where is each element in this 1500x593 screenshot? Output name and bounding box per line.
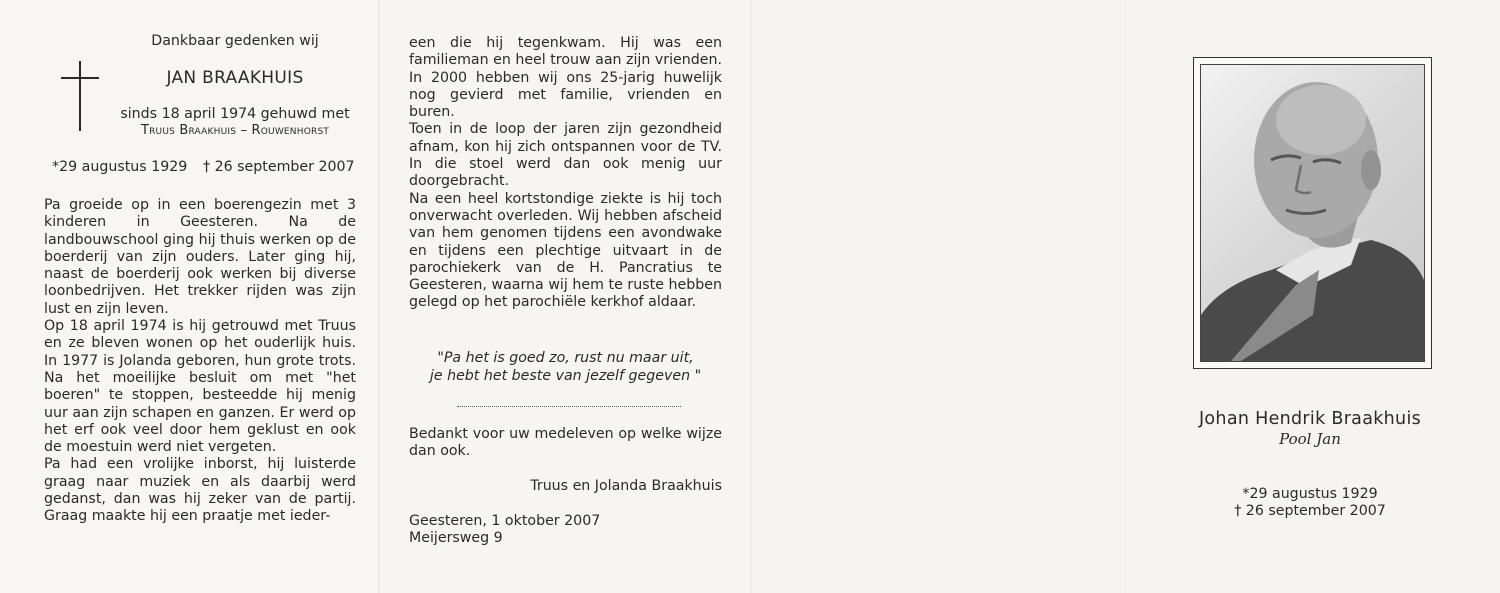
bio-paragraph: Pa groeide op in een boerengezin met 3 kinderen in Geesteren. Na de landbouwschool ging hij thuis werken op de boerderij van zijn ouders. Later ging hij, naast de boerderij ook werken bij diverse loonbedrijven. Het trekker rijden was zijn lust en zijn leven. [44,197,356,317]
married-line: sinds 18 april 1974 gehuwd met [120,106,350,122]
spouse-name: Truus Braakhuis – Rouwenhorst [140,123,330,138]
quote-line-2: je hebt het beste van jezelf gegeven " [429,368,702,384]
right-birth-date: *29 augustus 1929 [1242,486,1378,502]
biography-middle [409,35,722,312]
portrait-figure-icon [1201,65,1424,361]
cross-icon [79,61,81,131]
dotted-divider [457,406,681,407]
deceased-name: JAN BRAAKHUIS [166,68,304,88]
right-death-date: † 26 september 2007 [1234,503,1386,519]
signature: Truus en Jolanda Braakhuis [530,478,722,494]
place-date: Geesteren, 1 oktober 2007 [409,513,601,529]
bio-paragraph: een die hij tegenkwam. Hij was een familieman en heel trouw aan zijn vrienden. In 2000 hebben wij ons 25-jarig huwelijk nog gevierd met familie, vrienden en buren. [409,35,722,121]
bio-paragraph: Na een heel kortstondige ziekte is hij toch onverwacht overleden. Wij hebben afscheid van hem genomen tijdens een avondwake en tijdens een plechtige uitvaart in de parochiekerk van de H. Pancratius te Geesteren, waarna wij hem te ruste hebben gelegd op het parochiële kerkhof aldaar. [409,190,722,311]
portrait-photo [1200,64,1425,362]
fold-line [750,0,752,593]
fold-line [1125,0,1126,593]
bio-paragraph: Pa had een vrolijke inborst, hij luisterde graag naar muziek en als daarbij werd gedanst, dan was hij zeker van de partij. Graag maakte hij een praatje met ieder- [44,456,356,525]
intro-text: Dankbaar gedenken wij [151,33,319,49]
portrait-photo-frame [1193,57,1432,369]
cross-icon-bar [61,77,99,79]
nickname: Pool Jan [1279,430,1341,448]
fold-line [378,0,380,593]
birth-date: *29 augustus 1929 [52,159,188,175]
thanks-text: Bedankt voor uw medeleven op welke wijze dan ook. [409,426,722,460]
quote-line-1: "Pa het is goed zo, rust nu maar uit, [437,350,694,366]
death-date: † 26 september 2007 [203,159,355,175]
bio-paragraph: Toen in de loop der jaren zijn gezondheid afnam, kon hij zich ontspannen voor de TV. In die stoel werd dan ook menig uur doorgebracht. [409,121,722,190]
full-name: Johan Hendrik Braakhuis [1198,409,1422,429]
bio-paragraph: Op 18 april 1974 is hij getrouwd met Truus en ze bleven wonen op het ouderlijk huis. In 1977 is Jolanda geboren, hun grote trots. Na het moeilijke besluit om met "het boeren" te stoppen, besteedde hij menig uur aan zijn schapen en ganzen. Er werd op het erf ook veel door hem geklust en ook de moestuin werd niet vergeten. [44,318,356,456]
biography-left [44,197,356,526]
address: Meijersweg 9 [409,530,503,546]
